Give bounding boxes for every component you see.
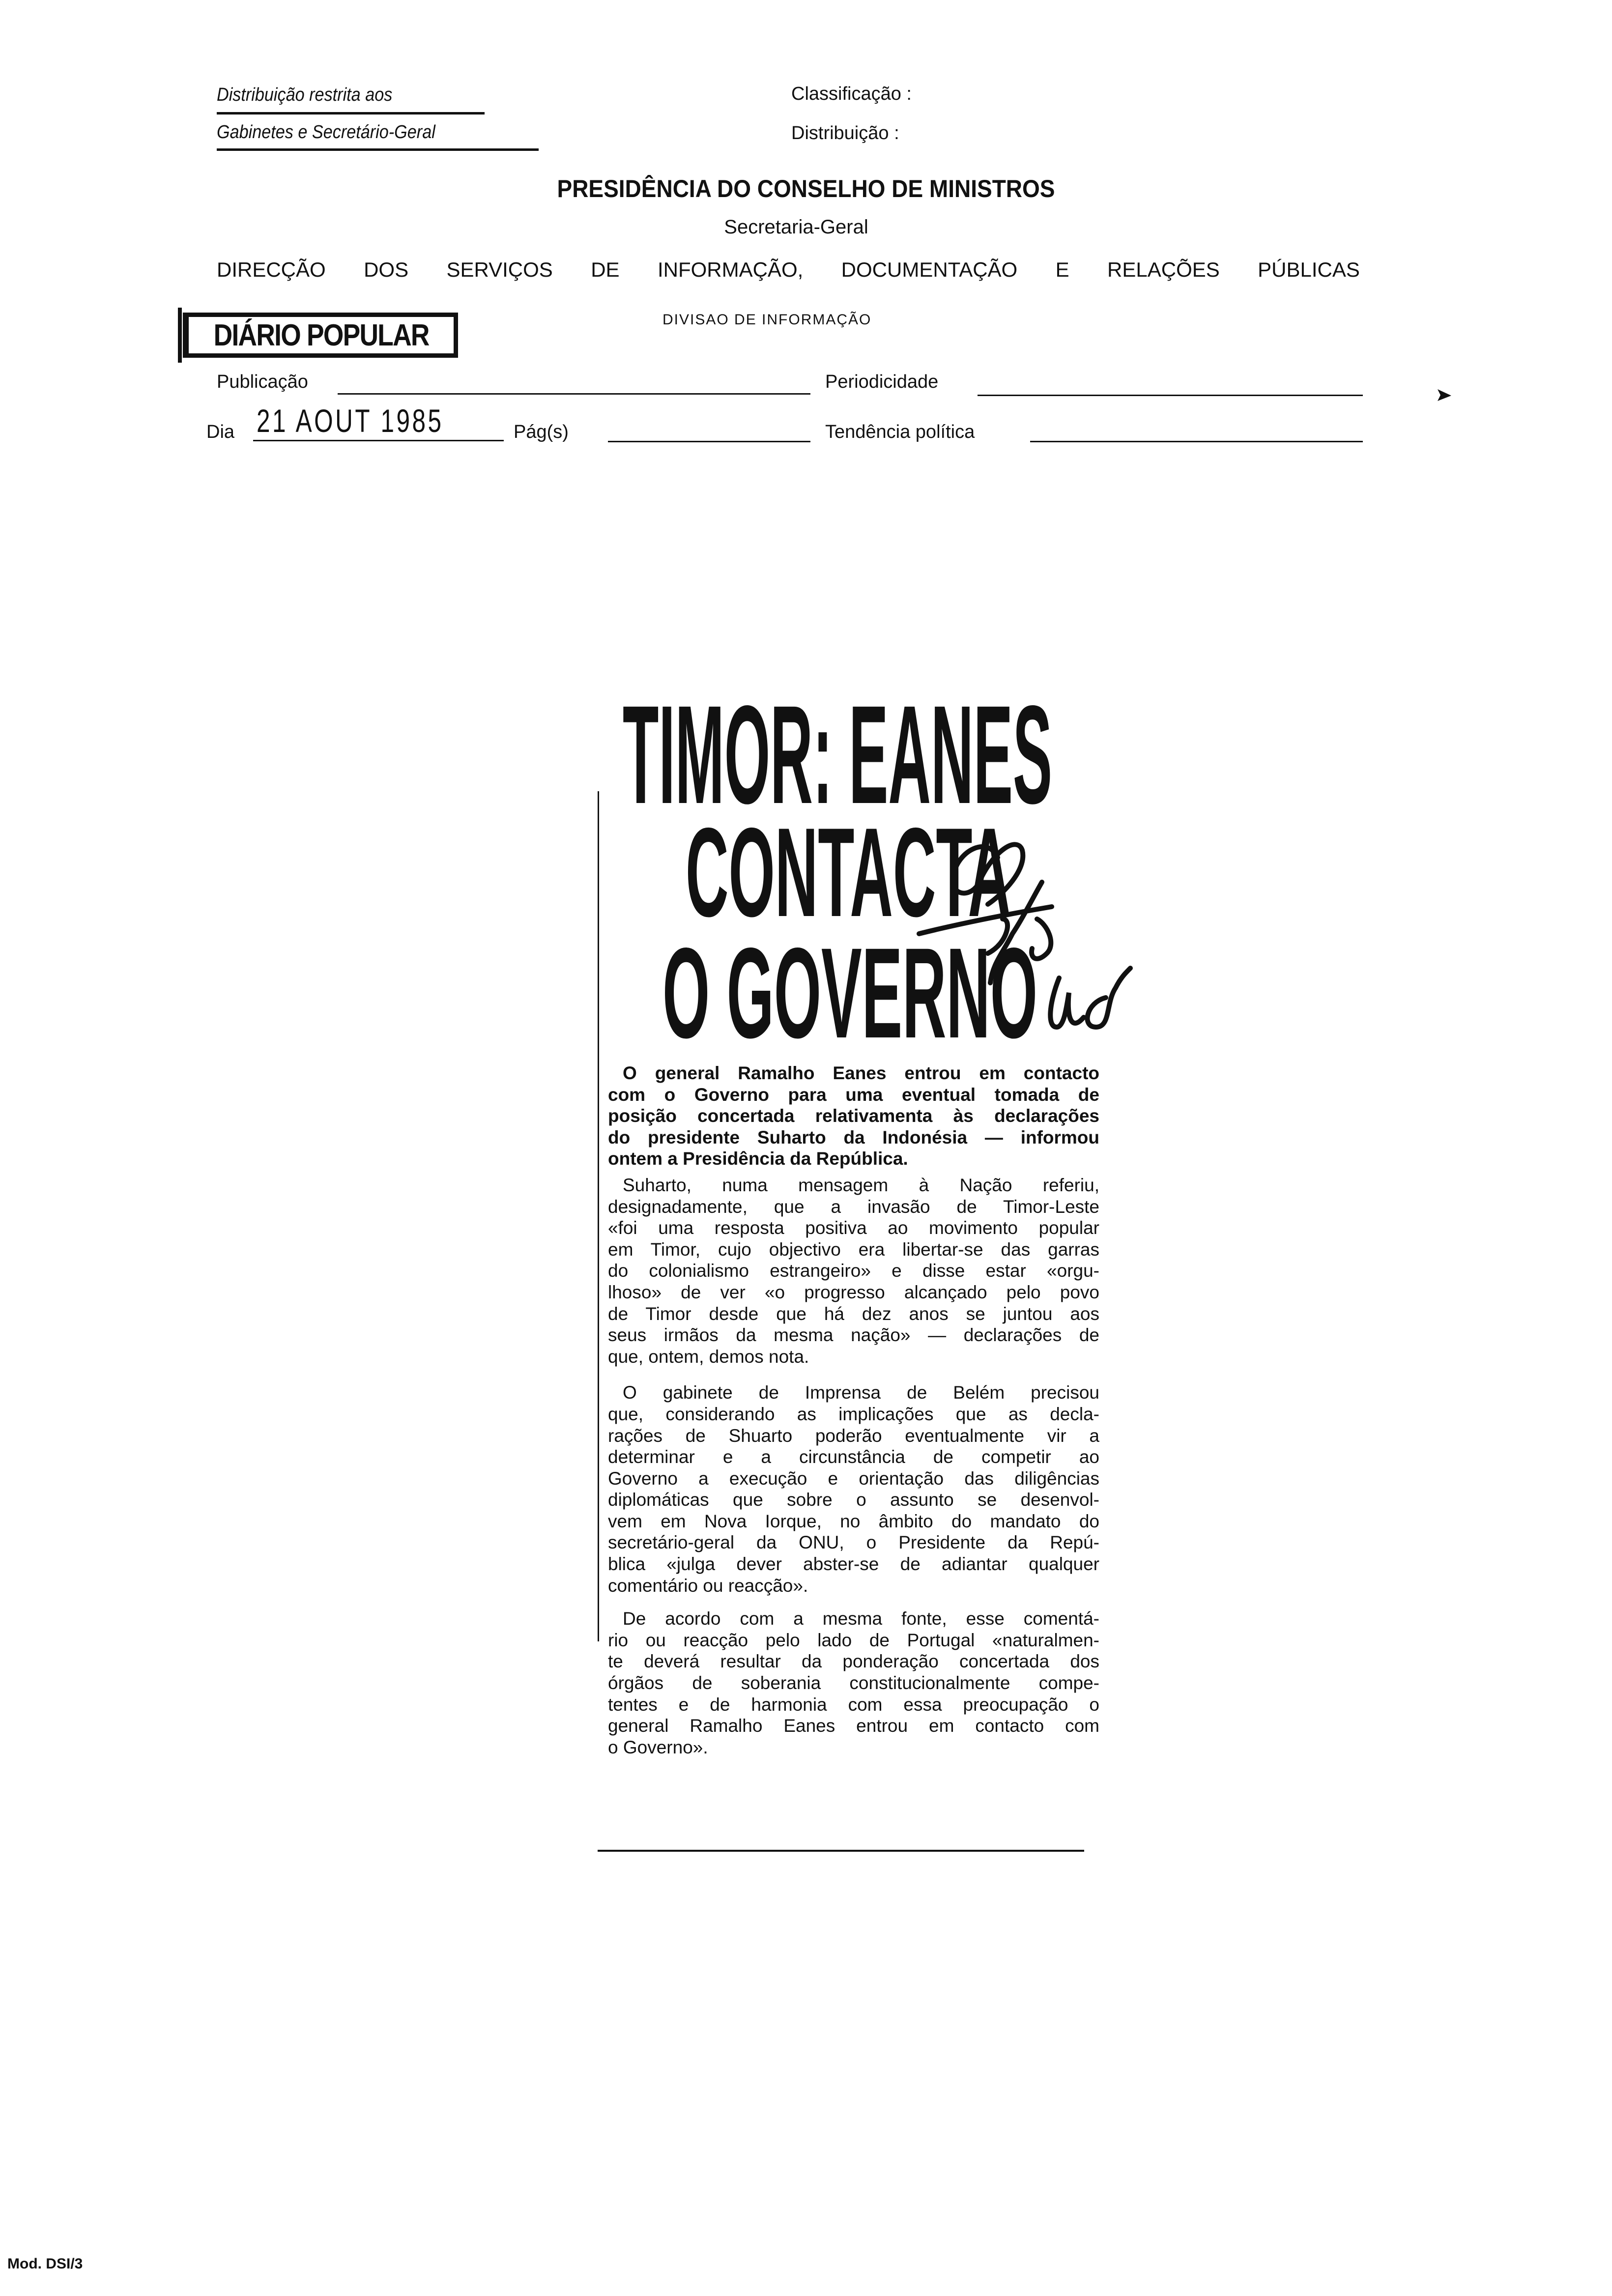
- text-line: determinar e a circunstância de competir ao: [608, 1447, 1099, 1467]
- article-end-rule: [598, 1850, 1084, 1852]
- directorate-line: [217, 258, 1360, 282]
- text-line: te deverá resultar da ponderação concertada dos: [608, 1651, 1099, 1672]
- text-line: ontem a Presidência da República.: [608, 1148, 908, 1169]
- periodicidade-label: Periodicidade: [825, 372, 939, 392]
- dia-value: 21 AOUT 1985: [257, 402, 444, 439]
- publicacao-field-line: [338, 393, 810, 395]
- distribution-note-line2: Gabinetes e Secretário-Geral: [217, 122, 435, 143]
- text-line: do presidente Suharto da Indonésia — informou: [608, 1127, 1099, 1148]
- dia-field-line: [253, 440, 504, 441]
- text-line: diplomáticas que sobre o assunto se desenvol-: [608, 1490, 1099, 1510]
- word: INFORMAÇÃO,: [657, 258, 804, 281]
- text-line: com o Governo para uma eventual tomada de: [608, 1084, 1099, 1105]
- text-line: que, ontem, demos nota.: [608, 1346, 809, 1367]
- text-line: blica «julga dever abster-se de adiantar qualquer: [608, 1554, 1099, 1575]
- text-line: que, considerando as implicações que as decla-: [608, 1404, 1099, 1424]
- tendencia-field-line: [1030, 441, 1363, 442]
- paragraph-1: [608, 1062, 1099, 1170]
- headline-line-3: O GOVERNO: [662, 921, 1037, 1065]
- underline: [217, 148, 539, 151]
- text-line: posição concertada relativamenta às declarações: [608, 1106, 1099, 1126]
- text-line: «foi uma resposta positiva ao movimento popular: [608, 1218, 1099, 1238]
- text-line: seus irmãos da mesma nação» — declarações de: [608, 1325, 1099, 1346]
- word: DOCUMENTAÇÃO: [841, 258, 1018, 281]
- article-body: [608, 1062, 1099, 1758]
- text-line: comentário ou reacção».: [608, 1575, 808, 1596]
- paragraph-3: [608, 1382, 1099, 1596]
- text-line: do colonialismo estrangeiro» e disse estar «orgu-: [608, 1261, 1099, 1281]
- publication-stamp: [183, 313, 458, 358]
- pags-field-line: [608, 441, 810, 442]
- headline-line-2: CONTACTA: [686, 801, 1011, 943]
- subtitle: Secretaria-Geral: [724, 216, 868, 238]
- classification-label: Classificação :: [791, 84, 912, 104]
- periodicidade-field-line: [978, 395, 1363, 396]
- form-code: Mod. DSI/3: [7, 2256, 83, 2272]
- arrow-mark-icon: [1438, 389, 1452, 402]
- article-headline: [614, 677, 1204, 1065]
- paragraph-4: [608, 1608, 1099, 1758]
- word: E: [1055, 258, 1069, 281]
- page-title: PRESIDÊNCIA DO CONSELHO DE MINISTROS: [557, 175, 1055, 202]
- text-line: rações de Shuarto poderão eventualmente vir a: [608, 1425, 1099, 1446]
- pags-label: Pág(s): [514, 422, 569, 442]
- word: DIRECÇÃO: [217, 258, 326, 281]
- text-line: Suharto, numa mensagem à Nação referiu,: [623, 1175, 1099, 1195]
- dia-label: Dia: [206, 422, 235, 442]
- text-line: general Ramalho Eanes entrou em contacto com: [608, 1716, 1099, 1736]
- underline: [217, 112, 485, 115]
- text-line: De acordo com a mesma fonte, esse comentá-: [623, 1608, 1099, 1629]
- text-line: designadamente, que a invasão de Timor-Leste: [608, 1196, 1099, 1217]
- word: PÚBLICAS: [1258, 258, 1360, 281]
- text-line: de Timor desde que há dez anos se juntou aos: [608, 1303, 1099, 1324]
- paragraph-2: [608, 1175, 1099, 1367]
- text-line: secretário-geral da ONU, o Presidente da Repú-: [608, 1532, 1099, 1553]
- text-line: O gabinete de Imprensa de Belém precisou: [623, 1382, 1099, 1403]
- text-line: lhoso» de ver «o progresso alcançado pelo povo: [608, 1282, 1099, 1302]
- word: DE: [591, 258, 620, 281]
- text-line: tentes e de harmonia com essa preocupação o: [608, 1694, 1099, 1715]
- text-line: o Governo».: [608, 1737, 708, 1757]
- division-label: DIVISAO DE INFORMAÇÃO: [662, 312, 872, 328]
- text-line: órgãos de soberania constitucionalmente compe-: [608, 1673, 1099, 1693]
- publicacao-label: Publicação: [217, 372, 308, 392]
- text-line: rio ou reacção pelo lado de Portugal «naturalmen-: [608, 1630, 1099, 1650]
- word: SERVIÇOS: [446, 258, 553, 281]
- word: DOS: [364, 258, 409, 281]
- publication-name: DIÁRIO POPULAR: [213, 318, 429, 352]
- text-line: Governo a execução e orientação das diligências: [608, 1468, 1099, 1489]
- text-line: O general Ramalho Eanes entrou em contacto: [623, 1063, 1099, 1083]
- stamp-bracket: [178, 308, 182, 363]
- tendencia-label: Tendência política: [825, 422, 975, 442]
- word: RELAÇÕES: [1107, 258, 1220, 281]
- clipping-border: [598, 791, 599, 1641]
- distribution-note-line1: Distribuição restrita aos: [217, 85, 393, 105]
- text-line: em Timor, cujo objectivo era libertar-se das garras: [608, 1239, 1099, 1260]
- distribution-label: Distribuição :: [791, 123, 899, 144]
- headline-line-1: TIMOR: EANES: [623, 677, 1052, 833]
- text-line: vem em Nova Iorque, no âmbito do mandato do: [608, 1511, 1099, 1531]
